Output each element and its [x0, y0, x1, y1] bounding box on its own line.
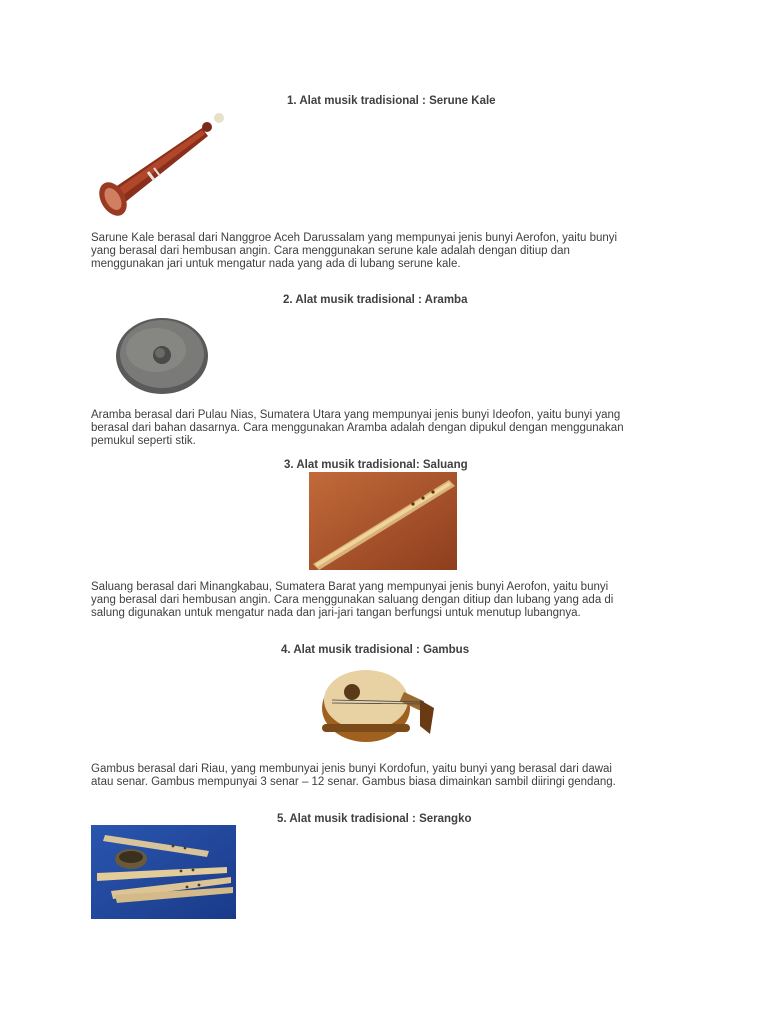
heading-serune-kale: 1. Alat musik tradisional : Serune Kale [287, 95, 496, 107]
saluang-flute-photo-icon [309, 472, 457, 570]
serune-kale-photo-icon [94, 108, 240, 220]
heading-saluang: 3. Alat musik tradisional: Saluang [284, 459, 468, 471]
text-line: berasal dari bahan dasarnya. Cara menggunakan Aramba adalah dengan dipukul dengan menggunakan [91, 422, 624, 434]
text-line: salung digunakan untuk mengatur nada dan jari-jari tangan berfungsi untuk menutup lubangnya. [91, 607, 581, 619]
heading-serangko: 5. Alat musik tradisional : Serangko [277, 813, 472, 825]
heading-gambus: 4. Alat musik tradisional : Gambus [281, 644, 470, 656]
heading-aramba: 2. Alat musik tradisional : Aramba [283, 294, 468, 306]
paragraph-saluang [91, 581, 681, 620]
text-line: yang berasal dari hembusan angin. Cara menggunakan serune kale adalah dengan ditiup dan [91, 245, 570, 257]
text-line: Gambus berasal dari Riau, yang membunyai jenis bunyi Kordofun, yaitu bunyi yang berasal dari dawai [91, 763, 612, 775]
gambus-lute-photo-icon [316, 656, 448, 750]
paragraph-aramba [91, 409, 681, 448]
paragraph-gambus [91, 763, 681, 789]
text-line: Sarune Kale berasal dari Nanggroe Aceh Darussalam yang mempunyai jenis bunyi Aerofon, yaitu bunyi [91, 232, 618, 244]
text-line: yang berasal dari hembusan angin. Cara menggunakan saluang dengan ditiup dan lubang yang ada di [91, 594, 614, 606]
text-line: pemukul seperti stik. [91, 435, 196, 447]
serangko-flutes-photo-icon [91, 825, 236, 919]
text-line: atau senar. Gambus mempunyai 3 senar – 12 senar. Gambus biasa dimainkan sambil diiringi gendang. [91, 776, 616, 788]
text-line: Saluang berasal dari Minangkabau, Sumatera Barat yang mempunyai jenis bunyi Aerofon, yaitu bunyi [91, 581, 609, 593]
aramba-gong-photo-icon [92, 306, 232, 398]
paragraph-serune-kale [91, 232, 681, 271]
text-line: Aramba berasal dari Pulau Nias, Sumatera Utara yang mempunyai jenis bunyi Ideofon, yaitu bunyi yang [91, 409, 621, 421]
text-line: menggunakan jari untuk mengatur nada yang ada di lubang serune kale. [91, 258, 461, 270]
